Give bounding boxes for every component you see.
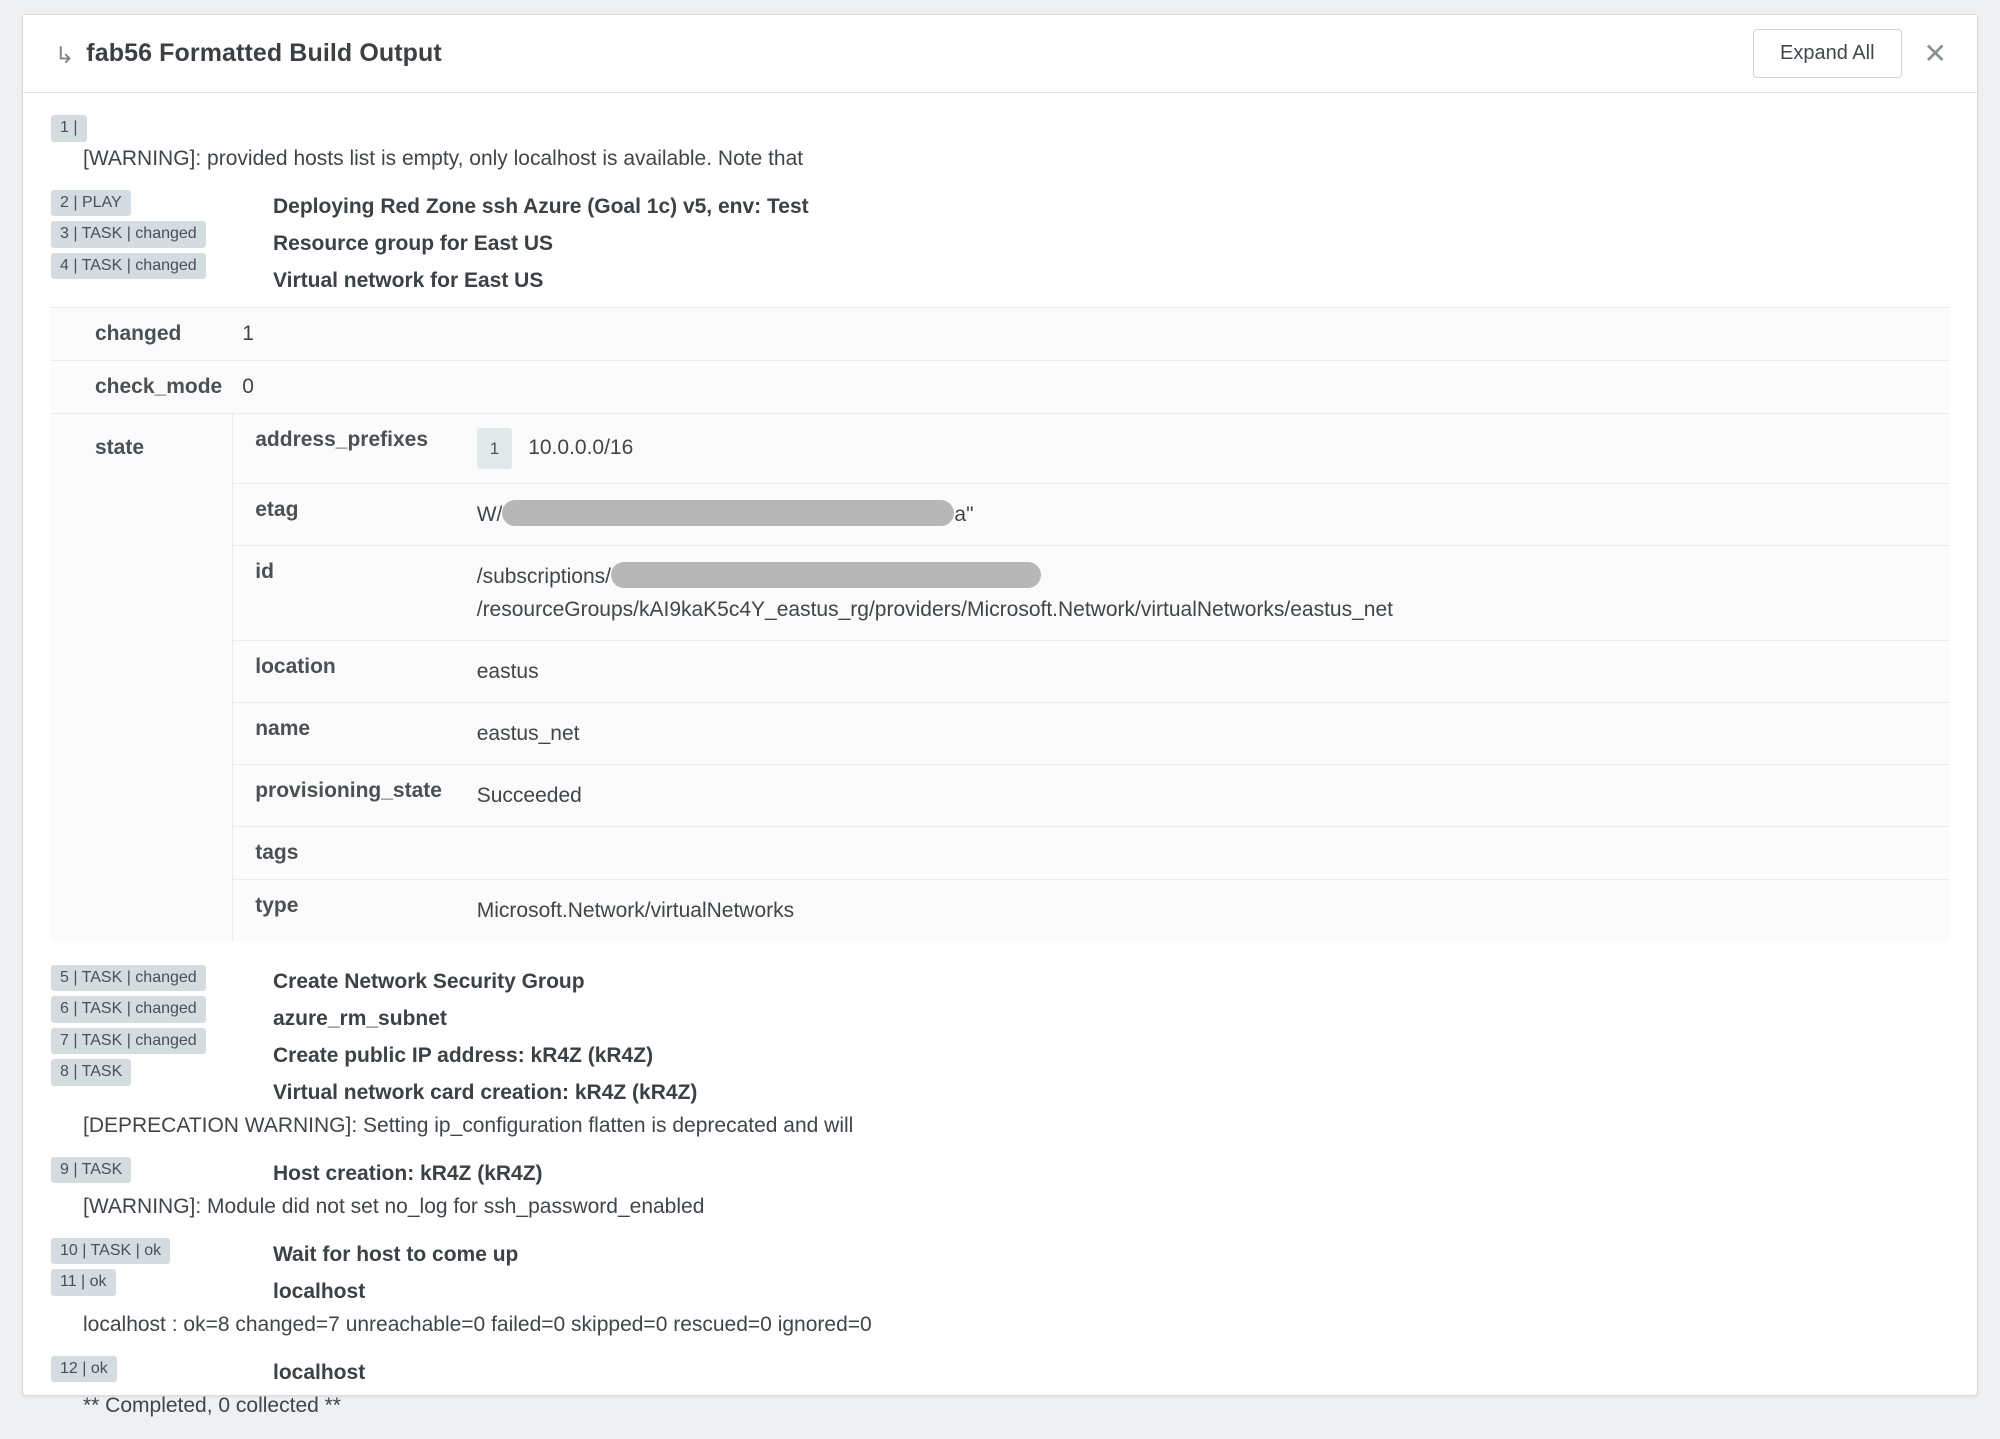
line-badge[interactable]: 7 | TASK | changed: [51, 1028, 206, 1055]
line-badge[interactable]: 10 | TASK | ok: [51, 1238, 170, 1265]
state-value-location: eastus: [476, 659, 539, 683]
result-value: 1: [232, 307, 1949, 360]
line-badge[interactable]: 9 | TASK: [51, 1157, 131, 1184]
page-title: fab56 Formatted Build Output: [86, 39, 442, 67]
expand-all-button[interactable]: Expand All: [1753, 29, 1902, 78]
state-key-address-prefixes: address_prefixes: [255, 427, 429, 451]
line-badge[interactable]: 8 | TASK: [51, 1059, 131, 1086]
state-key-location: location: [255, 654, 336, 678]
table-row: [233, 483, 1949, 545]
task-message: azure_rm_subnet: [273, 1006, 447, 1030]
message-column: [273, 1356, 365, 1389]
table-row: [233, 545, 1949, 640]
output-block-5: [51, 1238, 1949, 1342]
line-row: [51, 1238, 1949, 1308]
state-value-address-prefixes: [465, 414, 1949, 484]
line-row: [51, 190, 1949, 297]
task-message: Virtual network for East US: [273, 268, 544, 292]
table-row: [233, 414, 1949, 484]
return-arrow-icon: ↳: [55, 42, 75, 68]
table-row: [51, 413, 1949, 941]
state-key-type: type: [255, 893, 299, 917]
table-row: [51, 307, 1949, 360]
redacted-block: [611, 562, 1041, 588]
badge-column: [51, 115, 273, 142]
output-block-4: [51, 1157, 1949, 1224]
output-text-line: ** Completed, 0 collected **: [83, 1393, 341, 1417]
line-row: [51, 115, 1949, 142]
message-column: [273, 1157, 543, 1190]
state-table: [232, 414, 1949, 941]
state-value-id: [465, 545, 1949, 640]
line-badge[interactable]: 12 | ok: [51, 1356, 117, 1383]
task-message: localhost: [273, 1360, 366, 1384]
table-row: [233, 702, 1949, 764]
table-row: [233, 826, 1949, 879]
badge-column: [51, 1356, 273, 1383]
message-column: [273, 190, 809, 297]
table-row: [233, 764, 1949, 826]
badge-column: [51, 190, 273, 280]
output-text-line: [WARNING]: Module did not set no_log for ssh_password_enabled: [83, 1194, 705, 1218]
message-column: [273, 965, 697, 1109]
state-value-text: 10.0.0.0/16: [528, 435, 634, 459]
task-message: localhost: [273, 1279, 366, 1303]
badge-column: [51, 1238, 273, 1296]
line-row: [51, 1157, 1949, 1190]
line-badge[interactable]: 5 | TASK | changed: [51, 965, 206, 992]
close-icon[interactable]: ✕: [1923, 37, 1947, 69]
id-prefix: /subscriptions/: [476, 564, 611, 588]
message-column: [273, 1238, 518, 1308]
panel-header: [23, 15, 1977, 93]
table-row: [233, 879, 1949, 941]
result-value: 0: [232, 360, 1949, 413]
etag-prefix: W/: [476, 502, 503, 526]
result-key: changed: [51, 307, 232, 360]
line-badge[interactable]: 11 | ok: [51, 1269, 116, 1296]
task-result-table: [51, 307, 1949, 941]
state-value-tags: [465, 826, 1949, 879]
task-message: Wait for host to come up: [273, 1242, 519, 1266]
state-value-name: eastus_net: [476, 721, 580, 745]
line-badge[interactable]: 2 | PLAY: [51, 190, 131, 217]
redacted-block: [502, 500, 954, 526]
output-text-line: [DEPRECATION WARNING]: Setting ip_configuration flatten is deprecated and will: [83, 1113, 854, 1137]
task-message: Create Network Security Group: [273, 969, 585, 993]
result-key: state: [51, 413, 232, 941]
line-badge[interactable]: 4 | TASK | changed: [51, 253, 206, 280]
task-message: Deploying Red Zone ssh Azure (Goal 1c) v5, env: Test: [273, 194, 809, 218]
formatted-build-output-panel: [22, 14, 1978, 1417]
build-output-body: [23, 93, 1977, 1439]
output-text-line: localhost : ok=8 changed=7 unreachable=0 failed=0 skipped=0 rescued=0 ignored=0: [83, 1312, 872, 1336]
state-key-tags: tags: [255, 840, 299, 864]
line-row: [51, 965, 1949, 1109]
output-block-2: [51, 190, 1949, 297]
list-index-badge: 1: [477, 428, 512, 469]
line-badge[interactable]: 1 |: [51, 115, 87, 142]
output-block-1: [51, 115, 1949, 176]
output-block-3: [51, 965, 1949, 1143]
badge-column: [51, 1157, 273, 1184]
id-suffix: /resourceGroups/kAI9kaK5c4Y_eastus_rg/providers/Microsoft.Network/virtualNetworks/eastus_net: [476, 597, 1393, 621]
table-row: [233, 640, 1949, 702]
task-message: Host creation: kR4Z (kR4Z): [273, 1161, 543, 1185]
etag-suffix: a": [954, 502, 974, 526]
state-key-provisioning-state: provisioning_state: [255, 778, 442, 802]
state-key-id: id: [255, 559, 274, 583]
task-message: Resource group for East US: [273, 231, 554, 255]
output-block-6: [51, 1356, 1949, 1423]
line-row: [51, 1356, 1949, 1389]
state-value-provisioning-state: Succeeded: [476, 783, 582, 807]
state-key-name: name: [255, 716, 311, 740]
task-message: Virtual network card creation: kR4Z (kR4Z): [273, 1080, 698, 1104]
badge-column: [51, 965, 273, 1086]
state-nested-cell: [232, 413, 1949, 941]
result-key: check_mode: [51, 360, 232, 413]
state-value-type: Microsoft.Network/virtualNetworks: [476, 898, 795, 922]
state-key-etag: etag: [255, 497, 299, 521]
task-message: Create public IP address: kR4Z (kR4Z): [273, 1043, 654, 1067]
line-badge[interactable]: 3 | TASK | changed: [51, 221, 206, 248]
output-text-line: [WARNING]: provided hosts list is empty, only localhost is available. Note that: [83, 146, 804, 170]
state-value-etag: [465, 483, 1949, 545]
table-row: [51, 360, 1949, 413]
panel-title-group: [55, 39, 1753, 68]
line-badge[interactable]: 6 | TASK | changed: [51, 996, 206, 1023]
